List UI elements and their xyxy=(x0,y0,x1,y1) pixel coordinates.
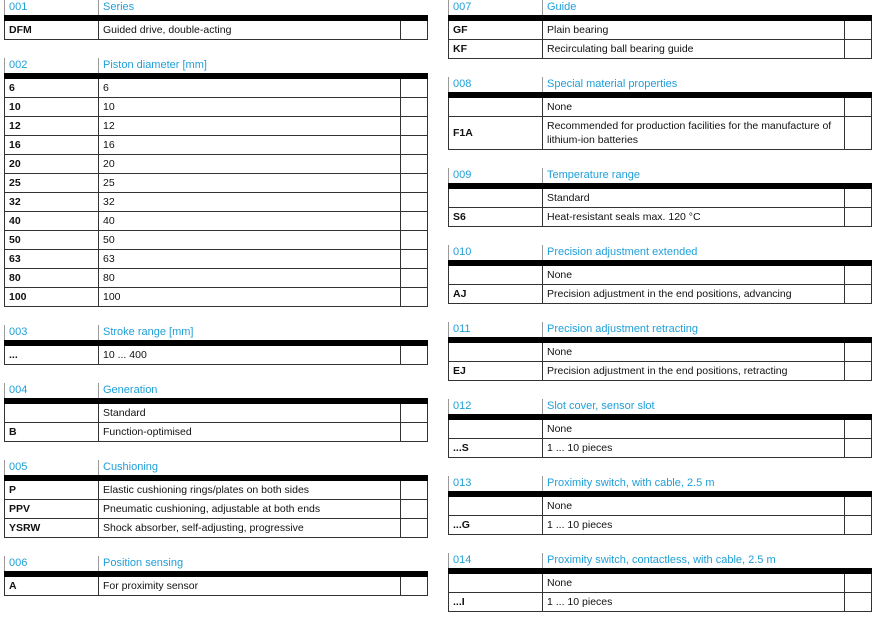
option-description: 80 xyxy=(98,269,400,287)
option-description: Shock absorber, self-adjusting, progressive xyxy=(98,519,400,537)
section-header xyxy=(448,168,872,189)
table-row xyxy=(4,231,428,250)
section-header xyxy=(4,383,428,404)
selection-box[interactable] xyxy=(400,155,428,173)
option-code: 16 xyxy=(4,136,98,154)
table-row xyxy=(4,79,428,98)
option-code xyxy=(448,497,542,515)
section-005 xyxy=(4,460,428,538)
selection-box[interactable] xyxy=(844,285,872,303)
table-row xyxy=(448,117,872,150)
section-title: Special material properties xyxy=(542,77,872,92)
option-description: 40 xyxy=(98,212,400,230)
option-code: 40 xyxy=(4,212,98,230)
section-title: Guide xyxy=(542,0,872,15)
selection-box[interactable] xyxy=(844,420,872,438)
section-header xyxy=(4,556,428,577)
option-code: YSRW xyxy=(4,519,98,537)
section-number: 009 xyxy=(448,168,542,183)
option-code: ... xyxy=(4,346,98,364)
option-description: 50 xyxy=(98,231,400,249)
left-column xyxy=(4,0,428,614)
selection-box[interactable] xyxy=(400,404,428,422)
option-code xyxy=(448,266,542,284)
section-011 xyxy=(448,322,872,381)
option-code xyxy=(448,420,542,438)
option-description: None xyxy=(542,574,844,592)
option-code: DFM xyxy=(4,21,98,39)
section-title: Temperature range xyxy=(542,168,872,183)
section-number: 005 xyxy=(4,460,98,475)
option-code: 50 xyxy=(4,231,98,249)
selection-box[interactable] xyxy=(844,208,872,226)
option-description: None xyxy=(542,343,844,361)
selection-box[interactable] xyxy=(844,574,872,592)
selection-box[interactable] xyxy=(400,481,428,499)
option-code: AJ xyxy=(448,285,542,303)
option-code: PPV xyxy=(4,500,98,518)
section-header xyxy=(4,460,428,481)
option-code: 25 xyxy=(4,174,98,192)
option-description: None xyxy=(542,420,844,438)
option-description: 12 xyxy=(98,117,400,135)
selection-box[interactable] xyxy=(844,362,872,380)
table-row xyxy=(4,269,428,288)
option-description: None xyxy=(542,497,844,515)
option-description: Standard xyxy=(98,404,400,422)
selection-box[interactable] xyxy=(844,21,872,39)
section-001 xyxy=(4,0,428,40)
selection-box[interactable] xyxy=(400,212,428,230)
section-014 xyxy=(448,553,872,612)
table-row xyxy=(448,266,872,285)
selection-box[interactable] xyxy=(844,117,872,149)
section-003 xyxy=(4,325,428,365)
section-title: Proximity switch, with cable, 2.5 m xyxy=(542,476,872,491)
option-description: 100 xyxy=(98,288,400,306)
table-row xyxy=(448,343,872,362)
option-description: 1 ... 10 pieces xyxy=(542,593,844,611)
selection-box[interactable] xyxy=(400,174,428,192)
selection-box[interactable] xyxy=(844,40,872,58)
section-title: Precision adjustment extended xyxy=(542,245,872,260)
table-row xyxy=(4,174,428,193)
table-row xyxy=(4,288,428,307)
table-row xyxy=(4,193,428,212)
table-row xyxy=(448,98,872,117)
option-code: 20 xyxy=(4,155,98,173)
option-code: S6 xyxy=(448,208,542,226)
table-row xyxy=(4,404,428,423)
table-row xyxy=(4,117,428,136)
option-code: P xyxy=(4,481,98,499)
selection-box[interactable] xyxy=(844,343,872,361)
selection-box[interactable] xyxy=(400,500,428,518)
section-header xyxy=(448,245,872,266)
selection-box[interactable] xyxy=(400,79,428,97)
table-row xyxy=(448,497,872,516)
table-row xyxy=(4,481,428,500)
option-description: For proximity sensor xyxy=(98,577,400,595)
table-row xyxy=(4,21,428,40)
table-row xyxy=(448,420,872,439)
selection-box[interactable] xyxy=(844,593,872,611)
selection-box[interactable] xyxy=(844,497,872,515)
section-013 xyxy=(448,476,872,535)
selection-box[interactable] xyxy=(844,266,872,284)
table-row xyxy=(4,423,428,442)
option-code: 100 xyxy=(4,288,98,306)
table-row xyxy=(448,593,872,612)
section-title: Cushioning xyxy=(98,460,428,475)
section-title: Slot cover, sensor slot xyxy=(542,399,872,414)
option-description: None xyxy=(542,266,844,284)
option-description: 32 xyxy=(98,193,400,211)
section-number: 010 xyxy=(448,245,542,260)
selection-box[interactable] xyxy=(400,423,428,441)
table-row xyxy=(448,189,872,208)
selection-box[interactable] xyxy=(844,516,872,534)
section-number: 012 xyxy=(448,399,542,414)
option-description: 20 xyxy=(98,155,400,173)
section-004 xyxy=(4,383,428,442)
option-code: GF xyxy=(448,21,542,39)
option-description: Precision adjustment in the end positions, advancing xyxy=(542,285,844,303)
section-header xyxy=(448,553,872,574)
option-description: Recirculating ball bearing guide xyxy=(542,40,844,58)
section-title: Series xyxy=(98,0,428,15)
option-code: 63 xyxy=(4,250,98,268)
section-title: Piston diameter [mm] xyxy=(98,58,428,73)
selection-box[interactable] xyxy=(844,98,872,116)
section-number: 007 xyxy=(448,0,542,15)
table-row xyxy=(448,208,872,227)
selection-box[interactable] xyxy=(400,269,428,287)
option-description: 6 xyxy=(98,79,400,97)
option-description: Recommended for production facilities for the manufacture of lithium-ion batteries xyxy=(542,117,844,149)
option-description: 1 ... 10 pieces xyxy=(542,516,844,534)
option-description: 25 xyxy=(98,174,400,192)
table-row xyxy=(4,155,428,174)
option-description: Function-optimised xyxy=(98,423,400,441)
section-header xyxy=(448,399,872,420)
option-code: ...G xyxy=(448,516,542,534)
table-row xyxy=(4,212,428,231)
option-code: ...S xyxy=(448,439,542,457)
option-description: Guided drive, double-acting xyxy=(98,21,400,39)
section-number: 008 xyxy=(448,77,542,92)
selection-box[interactable] xyxy=(400,519,428,537)
section-header xyxy=(448,0,872,21)
option-description: Standard xyxy=(542,189,844,207)
table-row xyxy=(448,21,872,40)
option-code: 6 xyxy=(4,79,98,97)
table-row xyxy=(448,516,872,535)
option-code: 80 xyxy=(4,269,98,287)
selection-box[interactable] xyxy=(400,98,428,116)
option-code: B xyxy=(4,423,98,441)
section-number: 006 xyxy=(4,556,98,571)
section-title: Stroke range [mm] xyxy=(98,325,428,340)
selection-box[interactable] xyxy=(400,136,428,154)
table-row xyxy=(4,250,428,269)
section-number: 014 xyxy=(448,553,542,568)
section-title: Generation xyxy=(98,383,428,398)
section-number: 001 xyxy=(4,0,98,15)
section-number: 003 xyxy=(4,325,98,340)
section-009 xyxy=(448,168,872,227)
table-row xyxy=(4,577,428,596)
section-title: Precision adjustment retracting xyxy=(542,322,872,337)
table-row xyxy=(4,136,428,155)
selection-box[interactable] xyxy=(400,193,428,211)
table-row xyxy=(4,346,428,365)
selection-box[interactable] xyxy=(400,250,428,268)
section-header xyxy=(448,476,872,497)
option-description: 16 xyxy=(98,136,400,154)
option-code: F1A xyxy=(448,117,542,149)
option-code xyxy=(448,98,542,116)
option-code: EJ xyxy=(448,362,542,380)
section-header xyxy=(4,58,428,79)
section-002 xyxy=(4,58,428,307)
section-007 xyxy=(448,0,872,59)
section-number: 013 xyxy=(448,476,542,491)
section-header xyxy=(448,77,872,98)
section-number: 011 xyxy=(448,322,542,337)
right-column xyxy=(448,0,872,630)
option-code: ...I xyxy=(448,593,542,611)
table-row xyxy=(4,519,428,538)
selection-box[interactable] xyxy=(844,439,872,457)
section-title: Position sensing xyxy=(98,556,428,571)
selection-box[interactable] xyxy=(400,288,428,306)
selection-box[interactable] xyxy=(400,21,428,39)
option-description: Pneumatic cushioning, adjustable at both ends xyxy=(98,500,400,518)
section-012 xyxy=(448,399,872,458)
selection-box[interactable] xyxy=(400,346,428,364)
selection-box[interactable] xyxy=(844,189,872,207)
option-code: 12 xyxy=(4,117,98,135)
section-header xyxy=(4,0,428,21)
option-description: Elastic cushioning rings/plates on both sides xyxy=(98,481,400,499)
section-006 xyxy=(4,556,428,596)
option-description: 10 ... 400 xyxy=(98,346,400,364)
section-number: 004 xyxy=(4,383,98,398)
table-row xyxy=(448,362,872,381)
section-010 xyxy=(448,245,872,304)
section-title: Proximity switch, contactless, with cable, 2.5 m xyxy=(542,553,872,568)
section-header xyxy=(448,322,872,343)
selection-box[interactable] xyxy=(400,231,428,249)
selection-box[interactable] xyxy=(400,117,428,135)
section-header xyxy=(4,325,428,346)
option-code xyxy=(448,574,542,592)
selection-box[interactable] xyxy=(400,577,428,595)
option-code: KF xyxy=(448,40,542,58)
option-code: 10 xyxy=(4,98,98,116)
option-description: Heat-resistant seals max. 120 °C xyxy=(542,208,844,226)
table-row xyxy=(448,574,872,593)
option-description: None xyxy=(542,98,844,116)
table-row xyxy=(4,500,428,519)
option-code xyxy=(4,404,98,422)
option-description: 10 xyxy=(98,98,400,116)
option-description: 1 ... 10 pieces xyxy=(542,439,844,457)
section-008 xyxy=(448,77,872,150)
option-code xyxy=(448,189,542,207)
option-description: 63 xyxy=(98,250,400,268)
table-row xyxy=(448,439,872,458)
table-row xyxy=(4,98,428,117)
option-code: 32 xyxy=(4,193,98,211)
table-row xyxy=(448,40,872,59)
section-number: 002 xyxy=(4,58,98,73)
option-description: Plain bearing xyxy=(542,21,844,39)
option-description: Precision adjustment in the end positions, retracting xyxy=(542,362,844,380)
option-code xyxy=(448,343,542,361)
option-code: A xyxy=(4,577,98,595)
table-row xyxy=(448,285,872,304)
